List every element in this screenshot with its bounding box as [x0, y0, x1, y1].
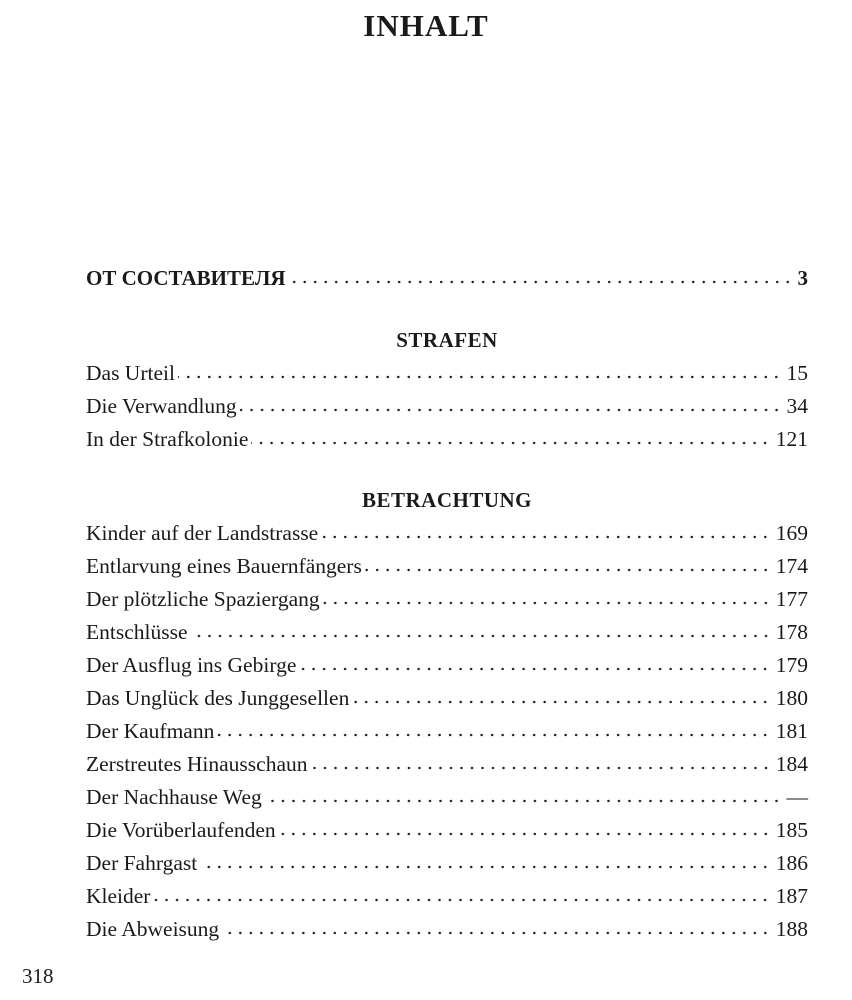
- dot-leader: [153, 897, 770, 903]
- toc-entry[interactable]: [86, 517, 808, 550]
- section-heading: BETRACHTUNG: [361, 488, 533, 512]
- toc-entry-label: Der Kaufmann: [86, 719, 215, 743]
- toc-entry-label: Entlarvung eines Bauernfängers: [86, 554, 362, 578]
- table-of-contents: [86, 262, 808, 946]
- toc-entry-page: 180: [775, 686, 808, 710]
- toc-entry[interactable]: [86, 616, 808, 649]
- toc-entry[interactable]: [86, 390, 808, 423]
- toc-entry-page: 177: [775, 587, 808, 611]
- toc-entry-preface[interactable]: [86, 262, 808, 295]
- toc-entry[interactable]: [86, 781, 808, 814]
- toc-entry-label: Zerstreutes Hinausschaun: [86, 752, 308, 776]
- dot-leader: [265, 798, 782, 804]
- toc-entry-label: Kinder auf der Landstrasse: [86, 521, 319, 545]
- toc-entry-label: Das Unglück des Junggesellen: [86, 686, 350, 710]
- dot-leader: [365, 567, 771, 573]
- toc-entry[interactable]: [86, 913, 808, 946]
- toc-entry-label: Die Abweisung: [86, 917, 220, 941]
- toc-entry-page: 174: [775, 554, 808, 578]
- toc-entry-label: Kleider: [86, 884, 151, 908]
- dot-leader: [200, 864, 770, 870]
- toc-entry-page: 3: [797, 266, 808, 290]
- toc-entry-page: —: [786, 785, 808, 809]
- toc-entry-label: In der Strafkolonie: [86, 427, 249, 451]
- dot-leader: [251, 440, 770, 446]
- toc-entry[interactable]: [86, 682, 808, 715]
- dot-leader: [178, 374, 782, 380]
- dot-leader: [279, 831, 771, 837]
- toc-entry[interactable]: [86, 748, 808, 781]
- toc-entry-page: 121: [775, 427, 808, 451]
- dot-leader: [217, 732, 770, 738]
- dot-leader: [240, 407, 782, 413]
- toc-entry[interactable]: [86, 847, 808, 880]
- toc-entry-label: Das Urteil: [86, 361, 175, 385]
- toc-entry-page: 34: [786, 394, 808, 418]
- toc-entry-page: 181: [775, 719, 808, 743]
- dot-leader: [323, 600, 771, 606]
- toc-entry[interactable]: [86, 814, 808, 847]
- toc-entry-label: Die Verwandlung: [86, 394, 237, 418]
- toc-entry-page: 169: [775, 521, 808, 545]
- page-number: 318: [22, 964, 54, 988]
- toc-entry-page: 179: [775, 653, 808, 677]
- toc-entry-label: ОТ СОСТАВИТЕЛЯ: [86, 266, 286, 290]
- toc-entry-label: Der Ausflug ins Gebirge: [86, 653, 297, 677]
- toc-entry-label: Die Vorüberlaufenden: [86, 818, 276, 842]
- toc-entry[interactable]: [86, 880, 808, 913]
- toc-entry-page: 186: [775, 851, 808, 875]
- toc-entry[interactable]: [86, 550, 808, 583]
- toc-entry-label: Der Fahrgast: [86, 851, 198, 875]
- toc-entry-page: 184: [775, 752, 808, 776]
- dot-leader: [352, 699, 770, 705]
- toc-entry-label: Der plötzliche Spaziergang: [86, 587, 320, 611]
- toc-entry-page: 187: [775, 884, 808, 908]
- toc-entry[interactable]: [86, 715, 808, 748]
- toc-entry[interactable]: [86, 583, 808, 616]
- toc-entry-page: 178: [775, 620, 808, 644]
- section-heading: STRAFEN: [396, 328, 498, 352]
- toc-entry-label: Der Nachhause Weg: [86, 785, 262, 809]
- toc-entry-page: 15: [786, 361, 808, 385]
- toc-entry-page: 185: [775, 818, 808, 842]
- dot-leader: [222, 930, 771, 936]
- dot-leader: [289, 279, 793, 285]
- page-title: INHALT: [363, 8, 489, 43]
- toc-entry-label: Entschlüsse: [86, 620, 188, 644]
- dot-leader: [321, 534, 771, 540]
- toc-entry[interactable]: [86, 423, 808, 456]
- toc-entry[interactable]: [86, 649, 808, 682]
- toc-entry[interactable]: [86, 357, 808, 390]
- dot-leader: [191, 633, 771, 639]
- dot-leader: [299, 666, 770, 672]
- toc-entry-page: 188: [775, 917, 808, 941]
- dot-leader: [311, 765, 771, 771]
